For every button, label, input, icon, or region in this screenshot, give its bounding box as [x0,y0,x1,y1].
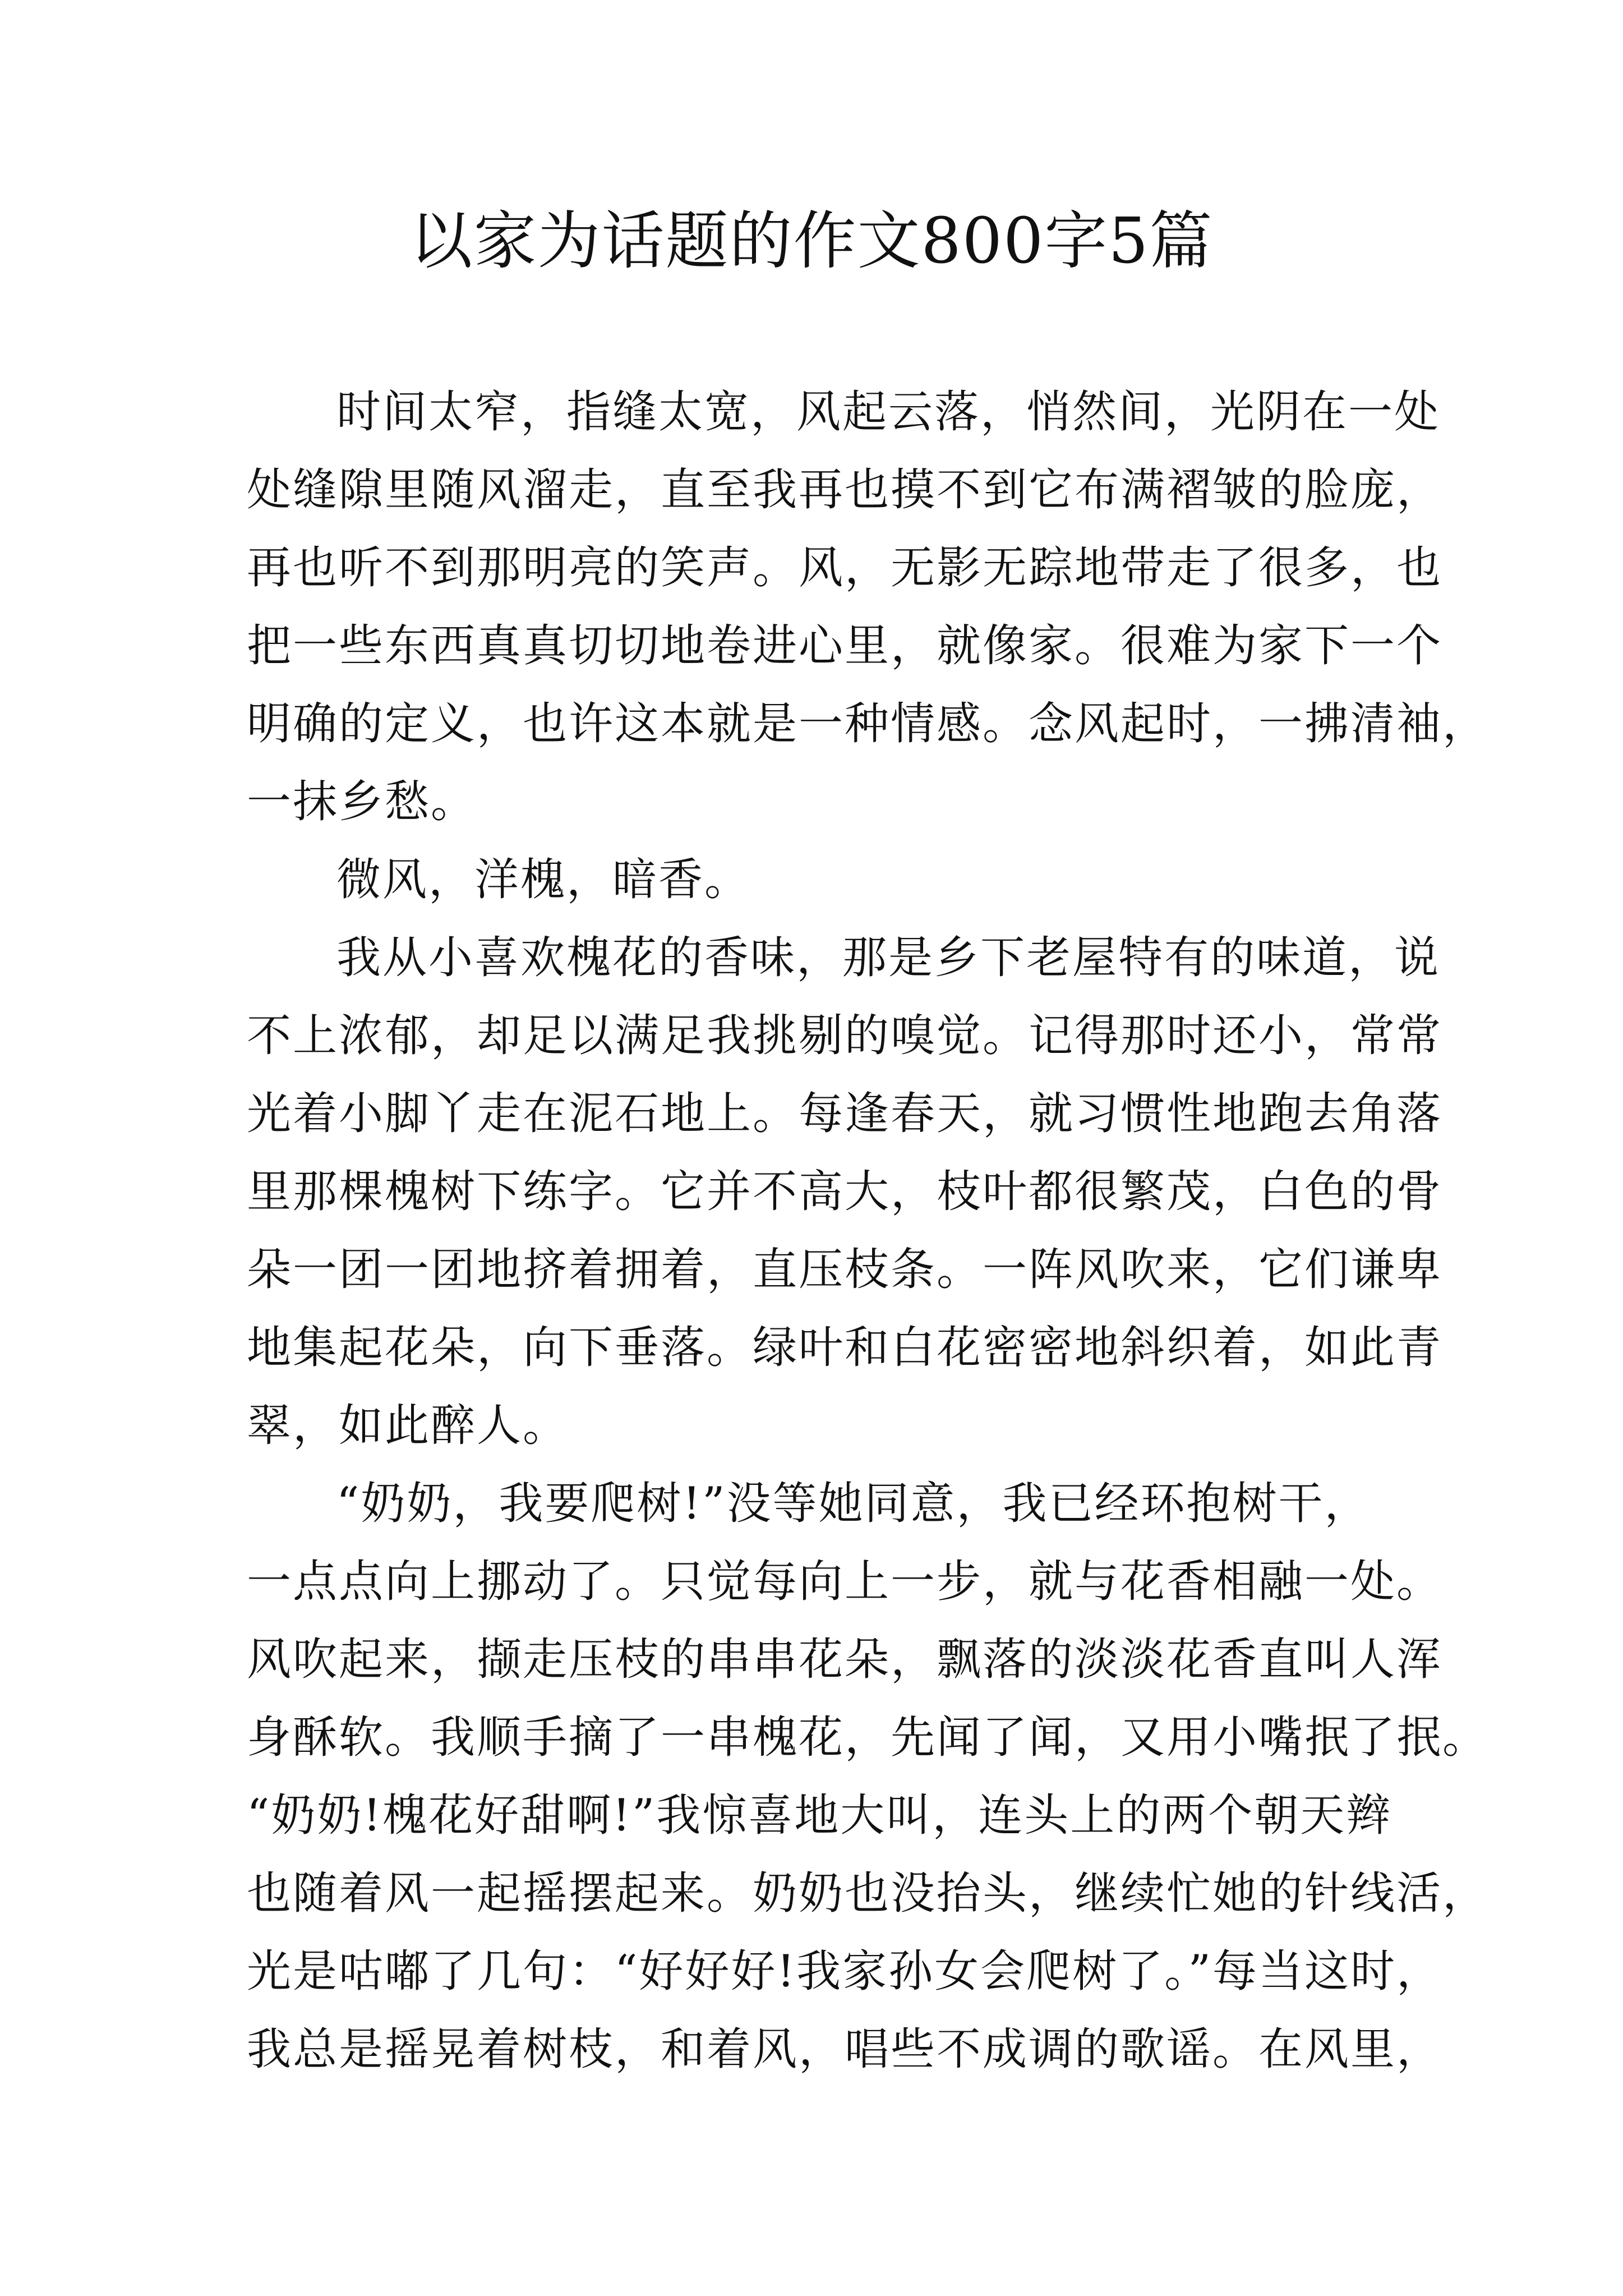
text-line: 微风，洋槐，暗香。 [336,854,750,905]
text-line: 光着小脚丫走在泥石地上。每逢春天，就习惯性地跑去角落 [247,1088,1442,1139]
text-line: 我总是摇晃着树枝，和着风，唱些不成调的歌谣。在风里， [247,2023,1442,2075]
text-line: 风吹起来，撷走压枝的串串花朵，飘落的淡淡花香直叫人浑 [247,1634,1442,1685]
text-line: 光是咕嘟了几句：“好好好!我家孙女会爬树了。”每当这时， [247,1945,1443,1997]
text-line: 地集起花朵，向下垂落。绿叶和白花密密地斜织着，如此青 [247,1322,1442,1373]
text-line: 朵一团一团地挤着拥着，直压枝条。一阵风吹来，它们谦卑 [247,1244,1442,1295]
text-line: 把一些东西真真切切地卷进心里，就像家。很难为家下一个 [247,620,1442,671]
text-line: 明确的定义，也许这本就是一种情感。念风起时，一拂清袖， [247,698,1488,749]
text-line: 翠，如此醉人。 [247,1400,569,1451]
text-line: 一抹乡愁。 [247,776,477,827]
text-line: 不上浓郁，却足以满足我挑剔的嗅觉。记得那时还小，常常 [247,1010,1442,1061]
text-line: 里那棵槐树下练字。它并不高大，枝叶都很繁茂，白色的骨 [247,1166,1442,1217]
document-body [247,373,1488,2088]
text-line: 一点点向上挪动了。只觉每向上一步，就与花香相融一处。 [247,1556,1442,1607]
text-line: “奶奶，我要爬树!”没等她同意，我已经环抱树干， [336,1478,1371,1529]
text-line: “奶奶!槐花好甜啊!”我惊喜地大叫，连头上的两个朝天辫 [247,1789,1393,1841]
text-line: 我从小喜欢槐花的香味，那是乡下老屋特有的味道，说 [336,932,1440,983]
text-line: 也随着风一起摇摆起来。奶奶也没抬头，继续忙她的针线活， [247,1867,1488,1919]
text-line: 处缝隙里随风溜走，直至我再也摸不到它布满褶皱的脸庞， [247,464,1442,516]
document-title: 以家为话题的作文800字5篇 [409,205,1214,278]
text-line: 时间太窄，指缝太宽，风起云落，悄然间，光阴在一处 [336,386,1440,438]
text-line: 再也听不到那明亮的笑声。风，无影无踪地带走了很多，也 [247,542,1442,593]
text-line: 身酥软。我顺手摘了一串槐花，先闻了闻，又用小嘴抿了抿。 [247,1711,1488,1763]
